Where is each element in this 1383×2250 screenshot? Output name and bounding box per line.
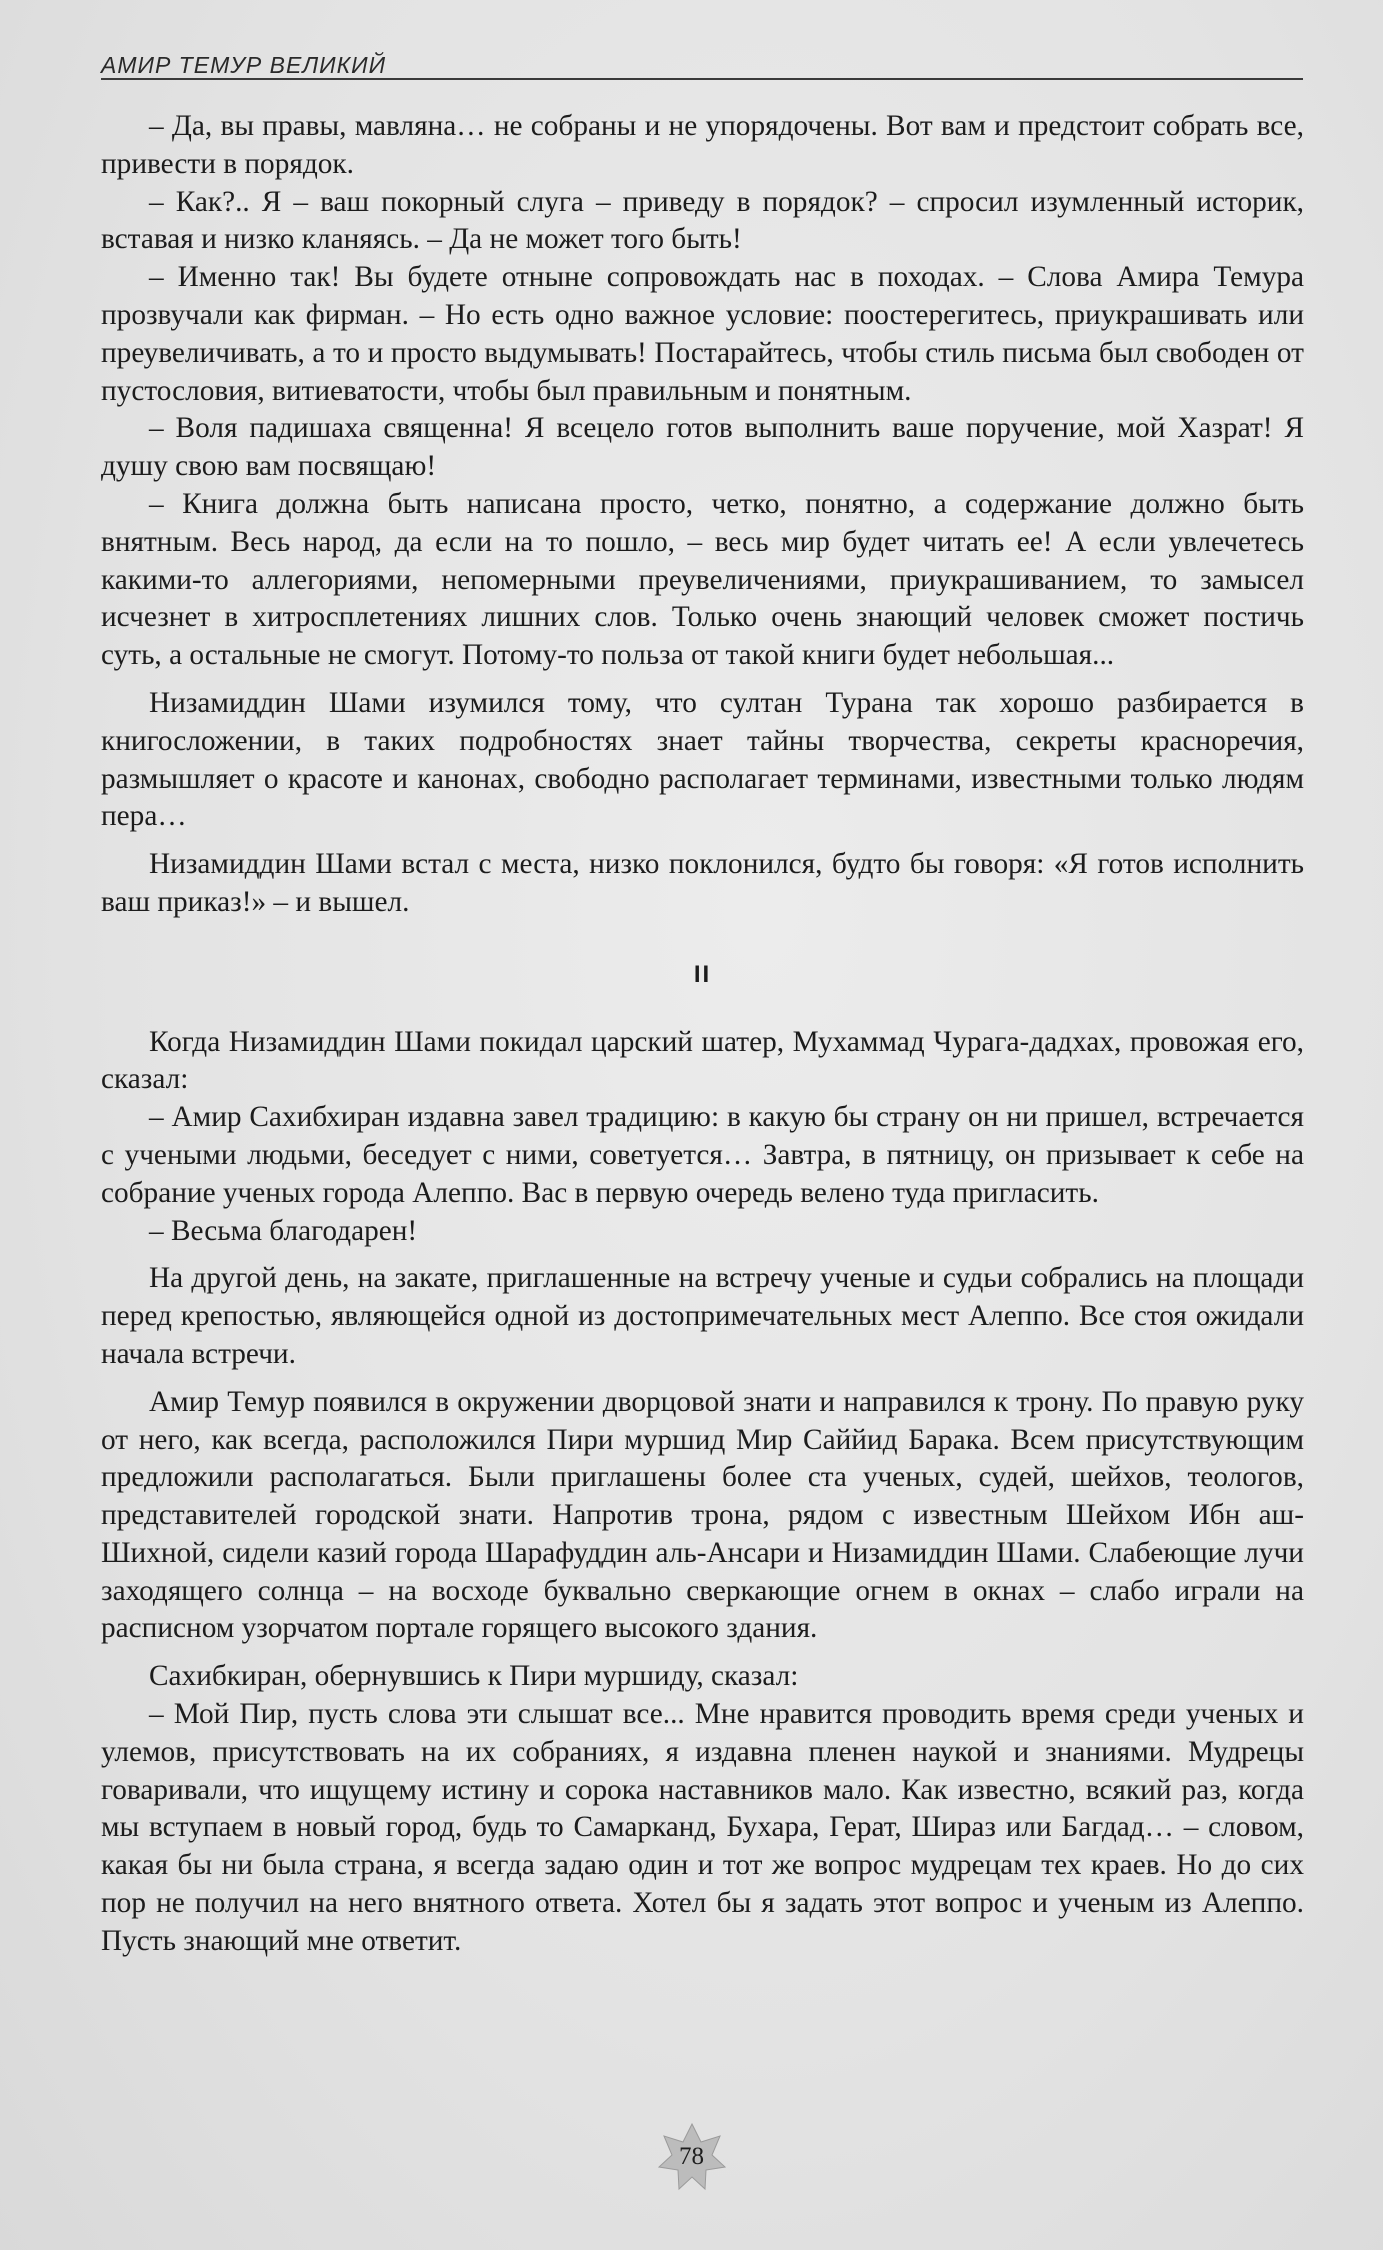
paragraph: Амир Темур появился в окружении дворцовой знати и направился к трону. По правую руку от него, как всегда, расположился Пири муршид Мир Саййид Барака. Всем присутствующим предложили располагаться. Были приглашены более ста ученых, судей, шейхов, теологов, представителей городской знати. Напротив трона, рядом с известным Шейхом Ибн аш-Шихной, сидели казий города Шарафуддин аль-Ансари и Низамиддин Шами. Слабеющие лучи заходящего солнца – на восходе буквально сверкающие огнем в окнах – слабо играли на расписном узорчатом портале горящего высокого здания. [101,1385,1304,1645]
paragraph: Низамиддин Шами встал с места, низко поклонился, будто бы говоря: «Я готов исполнить ваш приказ!» – и вышел. [101,848,1304,918]
paragraph: – Амир Сахибхиран издавна завел традицию: в какую бы страну он ни пришел, встречается с учеными людьми, беседует с ними, советуется… Завтра, в пятницу, он призывает к себе на собрание ученых города Алеппо. Вас в первую очередь велено туда пригласить. [101,1101,1304,1209]
header-rule [101,78,1303,80]
paragraph: – Воля падишаха священна! Я всецело готов выполнить ваше поручение, мой Хазрат! Я душу свою вам посвящаю! [101,412,1304,483]
paragraph: – Весьма благодарен! [149,1214,418,1247]
paragraph: – Мой Пир, пусть слова эти слышат все... Мне нравится проводить время среди ученых и улемов, присутствовать на их собраниях, я издавна пленен наукой и знаниями. Мудрецы говаривали, что ищущему истину и сорока наставников мало. Как известно, всякий раз, когда мы вступаем в новый город, будь то Самарканд, Бухара, Герат, Шираз или Багдад… – словом, какая бы ни была страна, я всегда задаю один и тот же вопрос мудрецам тех краев. Но до сих пор не получил на него внятного ответа. Хотел бы я задать этот вопрос и ученым из Алеппо. Пусть знающий мне ответит. [101,1698,1304,1957]
section-number: II [693,960,712,988]
paragraph: – Как?.. Я – ваш покорный слуга – приведу в порядок? – спросил изумленный историк, вставая и низко кланяясь. – Да не может того быть! [101,185,1304,256]
paragraph: На другой день, на закате, приглашенные на встречу ученые и судьи собрались на площади перед крепостью, являющейся одной из достопримечательных мест Алеппо. Все стоя ожидали начала встречи. [101,1262,1304,1370]
paragraph: – Именно так! Вы будете отныне сопровождать нас в походах. – Слова Амира Темура прозвучали как фирман. – Но есть одно важное условие: поостерегитесь, приукрашивать или преувеличивать, а то и просто выдумывать! Постарайтесь, чтобы стиль письма был свободен от пустословия, витиеватости, чтобы был правильным и понятным. [101,261,1304,407]
page-number-badge [657,2122,727,2192]
paragraph: – Книга должна быть написана просто, четко, понятно, а содержание должно быть внятным. Весь народ, да если на то пошло, – весь мир будет читать ее! А если увлечетесь какими-то аллегориями, непомерными преувеличениями, приукрашиванием, то замысел исчезнет в хитросплетениях лишних слов. Только очень знающий человек сможет постичь суть, а остальные не смогут. Потому-то польза от такой книги будет небольшая... [101,487,1304,672]
paragraph: Сахибкиран, обернувшись к Пири муршиду, сказал: [149,1660,799,1693]
paragraph: – Да, вы правы, мавляна… не собраны и не упорядочены. Вот вам и предстоит собрать все, привести в порядок. [101,110,1304,180]
page-number: 78 [679,2143,704,2170]
paragraph: Когда Низамиддин Шами покидал царский шатер, Мухаммад Чурага-дадхах, провожая его, сказал: [101,1025,1304,1096]
main-text [101,108,1304,1961]
paragraph: Низамиддин Шами изумился тому, что султан Турана так хорошо разбирается в книгосложении, в таких подробностях знает тайны творчества, секреты красноречия, размышляет о красоте и канонах, свободно располагает терминами, известными только людям пера… [101,686,1304,833]
running-title: АМИР ТЕМУР ВЕЛИКИЙ [101,52,387,78]
